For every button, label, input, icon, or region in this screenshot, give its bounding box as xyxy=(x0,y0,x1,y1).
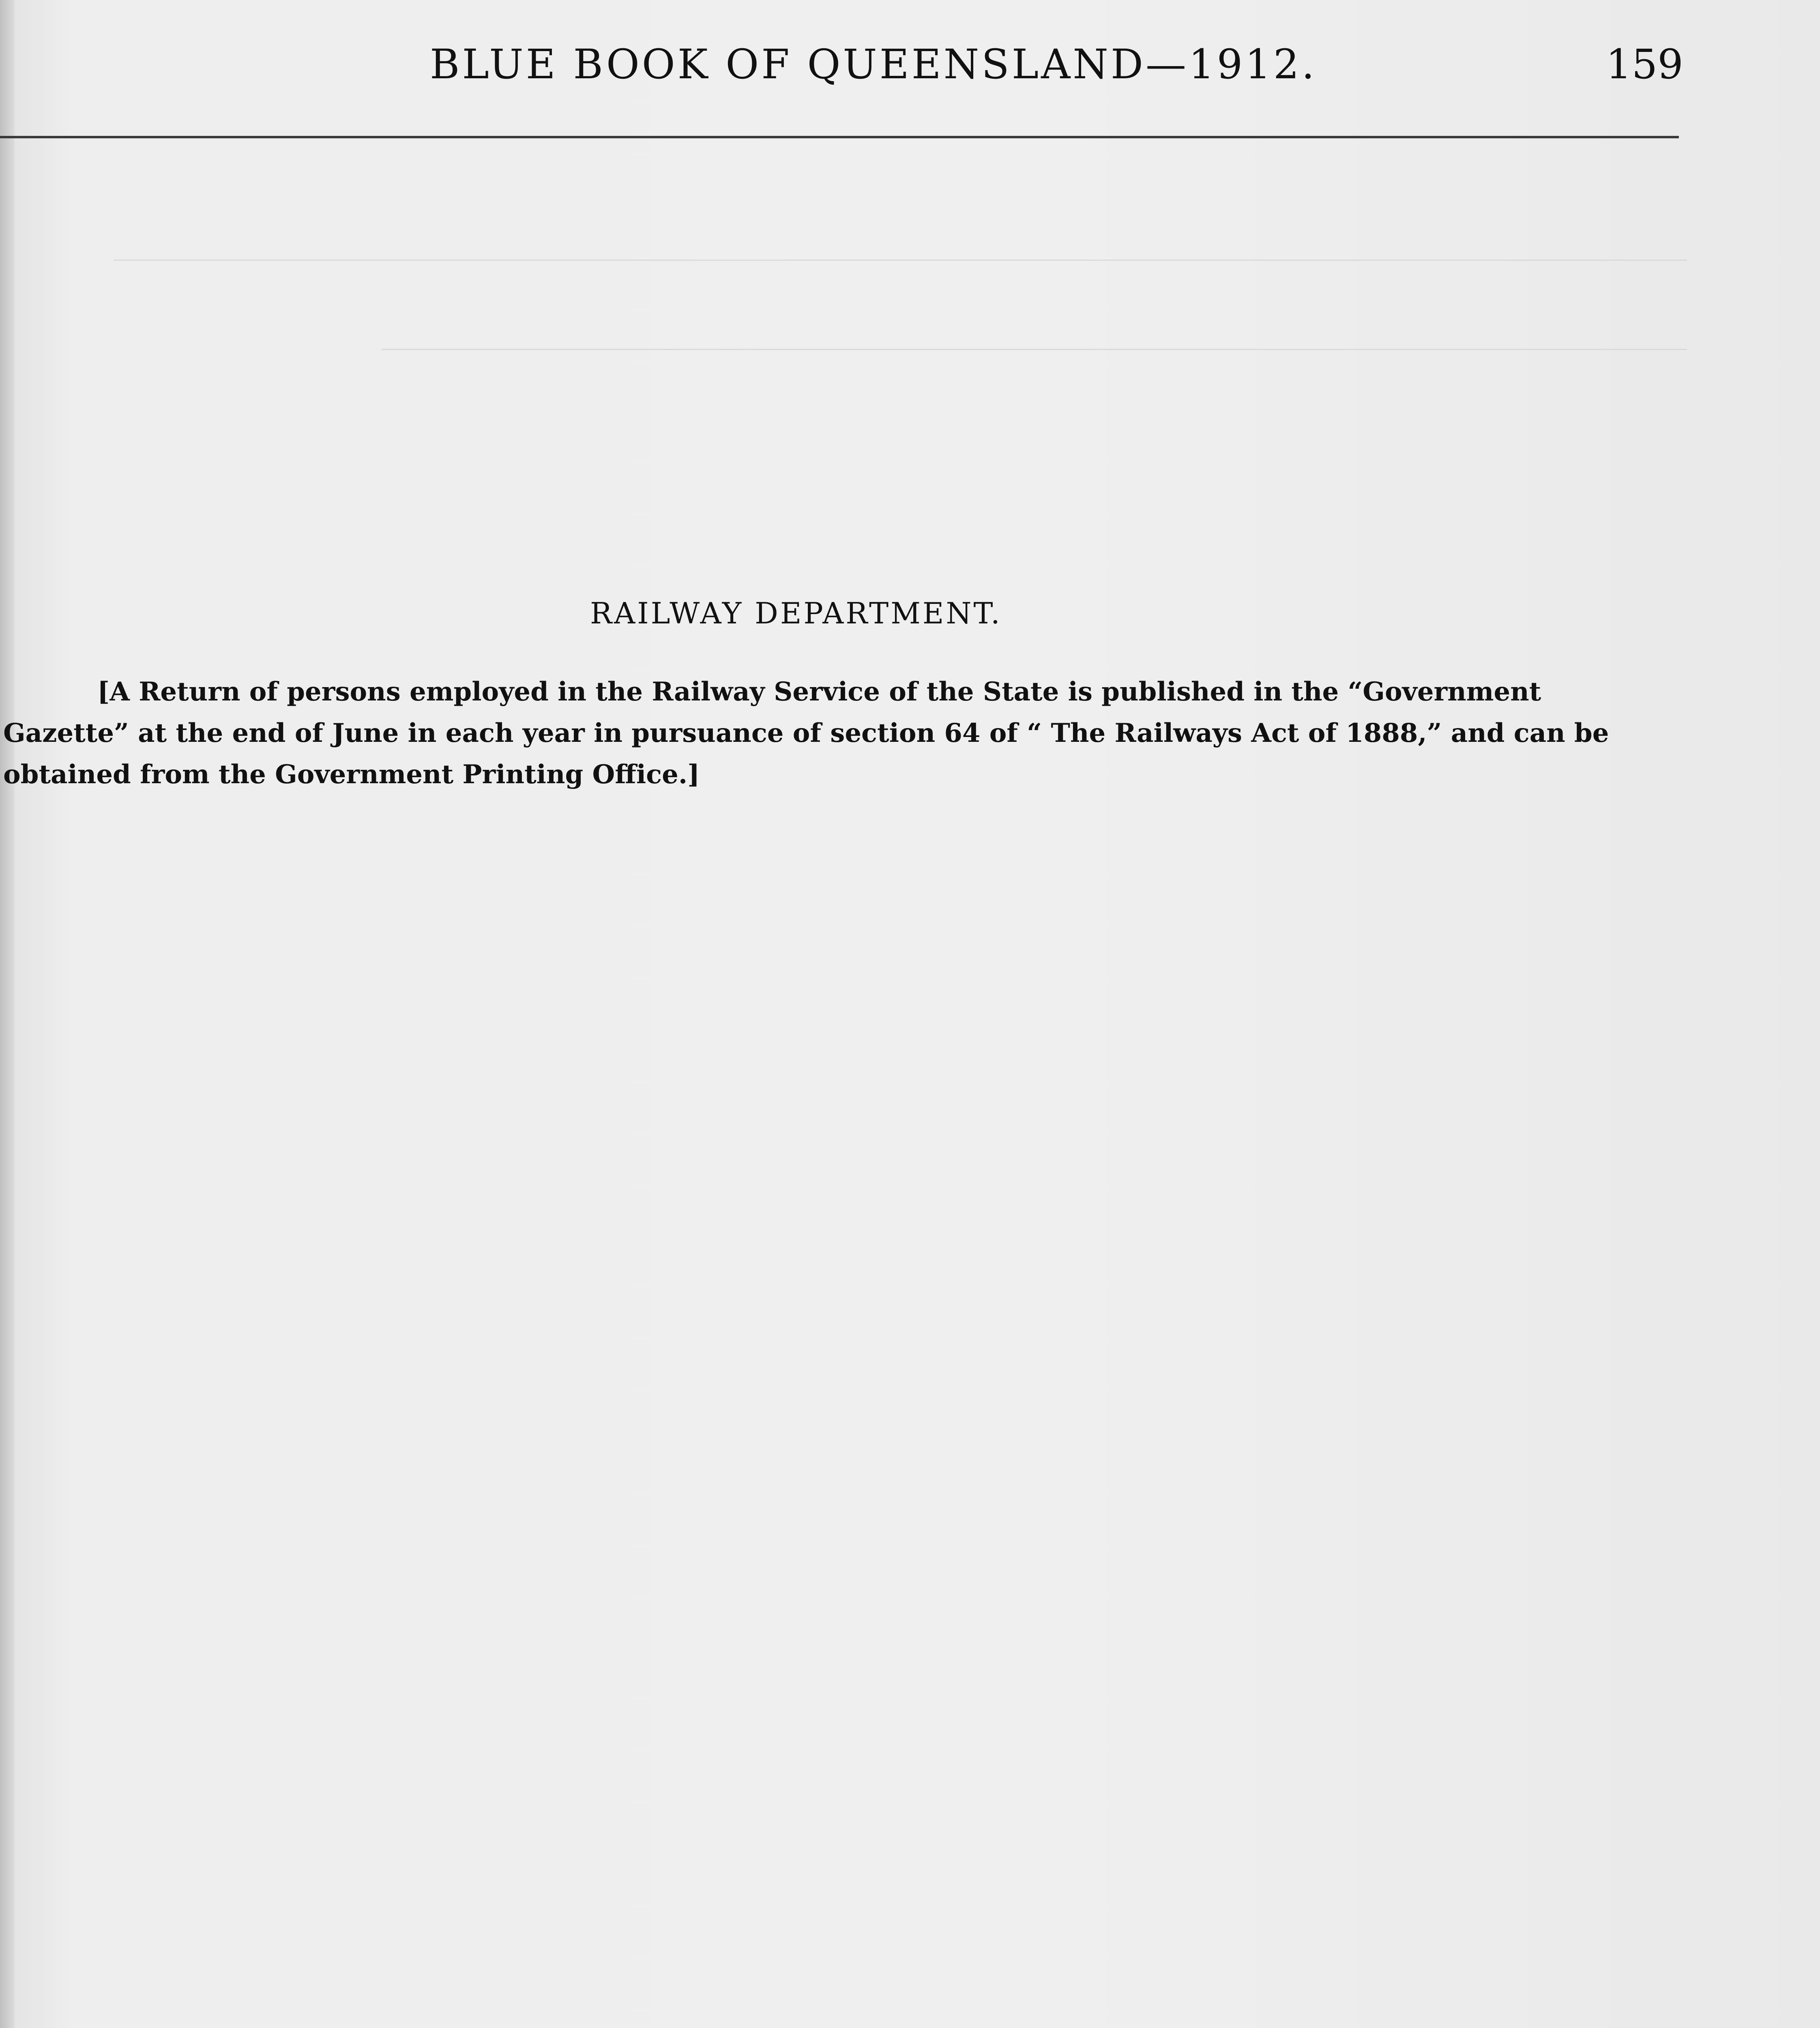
bleed-through-rule xyxy=(381,349,1687,350)
notice-line: obtained from the Government Printing Office.] xyxy=(3,759,700,790)
bleed-through-rule xyxy=(114,260,1687,261)
running-title: BLUE BOOK OF QUEENSLAND—1912. xyxy=(430,41,1317,88)
notice-line: [A Return of persons employed in the Railway Service of the State is published in the “Government xyxy=(97,677,1541,707)
page-header xyxy=(0,41,1820,97)
binding-edge xyxy=(0,0,15,2028)
section-title: RAILWAY DEPARTMENT. xyxy=(590,596,1002,630)
page-number: 159 xyxy=(1606,41,1683,88)
header-rule xyxy=(0,136,1679,138)
notice-line: Gazette” at the end of June in each year in pursuance of section 64 of “ The Railways Act of 1888,” and can be xyxy=(3,718,1609,748)
notice-paragraph xyxy=(0,671,1703,795)
